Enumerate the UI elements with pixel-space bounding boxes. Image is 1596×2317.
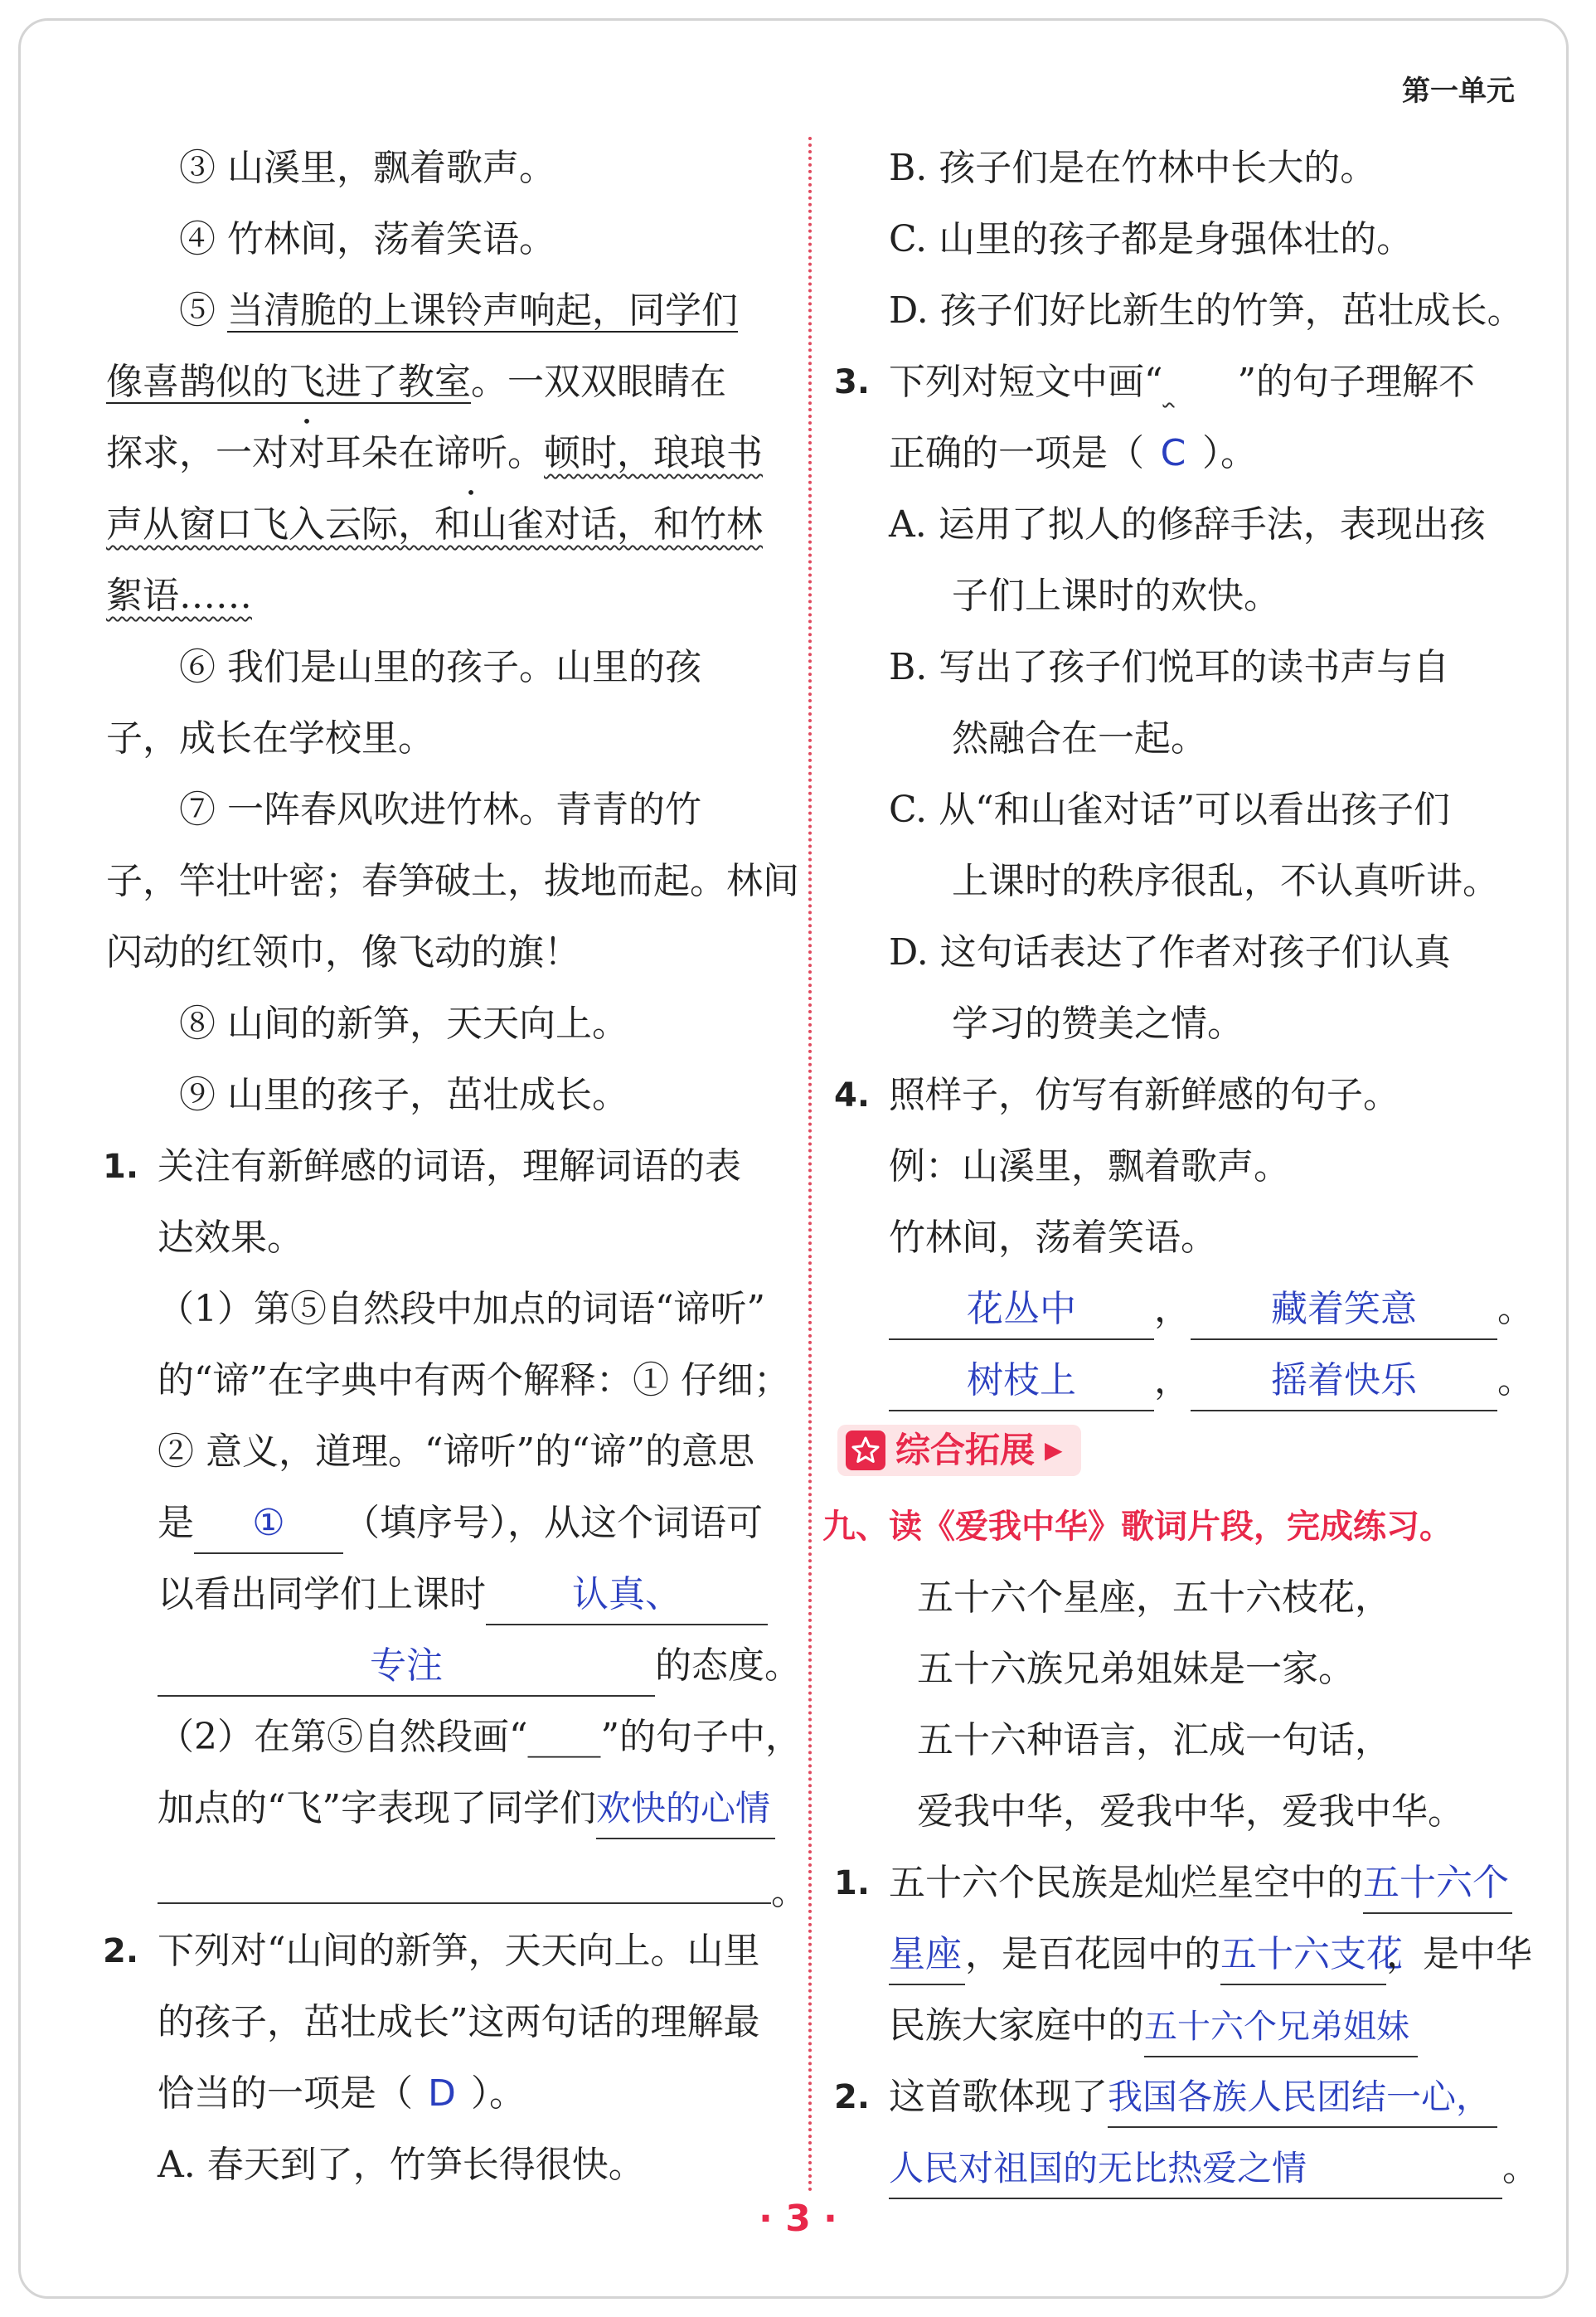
question-1-sub1-line-1: （1）第⑤自然段中加点的词语“谛听”	[158, 1288, 765, 1330]
paragraph-5-line-3: 探求，一对对耳朵在谛听。顿时，琅琅书	[106, 432, 763, 474]
underlined-sentence: 当清脆的上课铃声响起，同学们	[227, 289, 738, 332]
poem-line-1: 五十六个星座，五十六枝花，	[917, 1576, 1391, 1619]
question-2-line-3: 恰当的一项是（ D ）。	[106, 2058, 786, 2130]
answer-choice[interactable]: D	[428, 2072, 456, 2115]
star-icon	[846, 1431, 885, 1470]
answer-blank[interactable]: 我国各族人民团结一心，	[1108, 2068, 1497, 2128]
answer-blank[interactable]: 人民对祖国的无比热爱之情	[889, 2140, 1502, 2199]
answer-blank-2[interactable]: 认真、	[486, 1566, 768, 1625]
question-number: 2.	[834, 2078, 871, 2116]
option-a-line-2: 子们上课时的欢快。	[952, 575, 1280, 617]
option-b: B. 孩子们是在竹林中长大的。	[889, 147, 1377, 189]
left-column	[103, 133, 808, 2201]
question-2-line-2: 的孩子，茁壮成长”这两句话的理解最	[158, 2001, 760, 2043]
question-3-line-1: 3. 下列对短文中画“ ”的句子理解不	[837, 347, 1526, 418]
option-c-line-2: 上课时的秩序很乱，不认真听讲。	[952, 860, 1499, 902]
question-1-sub1-line-4: 是 ① （填序号），从这个词语可	[106, 1488, 786, 1559]
unit-title: 第一单元	[1402, 75, 1515, 108]
wavy-sentence: 顿时，琅琅书	[544, 432, 763, 474]
right-column	[822, 133, 1539, 2204]
dotted-word-tingting: 谛听	[434, 432, 507, 474]
answer-blank[interactable]: 五十六个	[1363, 1854, 1512, 1914]
answer-blank-3[interactable]: 专注	[158, 1637, 655, 1697]
answer-blank-1[interactable]: ①	[194, 1494, 343, 1554]
section-title: 九、读《爱我中华》歌词片段，完成练习。	[822, 1508, 1453, 1546]
imitation-line-1: 花丛中 ， 藏着笑意 。	[837, 1274, 1526, 1345]
answer-blank[interactable]: 星座	[889, 1926, 965, 1985]
example-line-2: 竹林间，荡着笑语。	[889, 1217, 1217, 1259]
option-a: A. 春天到了，竹笋长得很快。	[158, 2144, 645, 2186]
question-1-sub1-line-6: 专注 的态度。	[106, 1630, 786, 1702]
answer-blank[interactable]: 花丛中	[889, 1280, 1154, 1340]
question-number: 4.	[834, 1076, 871, 1115]
answer-blank[interactable]: 树枝上	[889, 1352, 1154, 1411]
question-2-line-1: 2. 下列对“山间的新笋，天天向上。山里	[106, 1916, 786, 1987]
option-d-line-1: D. 这句话表达了作者对孩子们认真	[889, 931, 1451, 974]
section-badge-row	[837, 1416, 1526, 1491]
option-b-line-1: B. 写出了孩子们悦耳的读书声与自	[889, 646, 1450, 688]
paragraph-4: ④ 竹林间，荡着笑语。	[179, 218, 555, 260]
option-d: D. 孩子们好比新生的竹笋，茁壮成长。	[889, 289, 1524, 332]
question-number: 1.	[834, 1864, 871, 1902]
question-number: 2.	[103, 1932, 139, 1970]
arrow-icon: ▶	[1045, 1436, 1063, 1464]
exercise-1-line-1: 1. 五十六个民族是灿烂星空中的五十六个	[837, 1848, 1526, 1919]
option-b-line-2: 然融合在一起。	[952, 717, 1207, 760]
wavy-mark	[1163, 347, 1238, 418]
question-1-sub2-line-3: 。	[106, 1844, 786, 1916]
section-badge: 综合拓展 ▶	[837, 1425, 1081, 1476]
poem-line-2: 五十六族兄弟姐妹是一家。	[917, 1648, 1355, 1690]
paragraph-3: ③ 山溪里，飘着歌声。	[179, 147, 555, 189]
exercise-2-line-1: 2. 这首歌体现了我国各族人民团结一心，	[837, 2062, 1526, 2133]
paragraph-9: ⑨ 山里的孩子，茁壮成长。	[179, 1074, 628, 1116]
question-1-sub2-line-1: （2）在第⑤自然段画“____”的句子中，	[158, 1716, 802, 1758]
paragraph-5-line-1: ⑤ 当清脆的上课铃声响起，同学们	[179, 289, 738, 332]
question-1-line-1: 1. 关注有新鲜感的词语，理解词语的表	[106, 1131, 786, 1202]
question-3-line-2: 正确的一项是（ C ）。	[837, 418, 1526, 489]
paragraph-5-line-4: 声从窗口飞入云际，和山雀对话，和竹林	[106, 503, 763, 546]
question-number: 1.	[103, 1148, 139, 1186]
option-c-line-1: C. 从“和山雀对话”可以看出孩子们	[889, 789, 1451, 831]
exercise-2-line-2: 人民对祖国的无比热爱之情 。	[837, 2133, 1526, 2204]
dotted-word-fly: 飞	[289, 361, 325, 403]
exercise-1-line-3: 民族大家庭中的五十六个兄弟姐妹	[837, 1990, 1526, 2062]
answer-blank[interactable]: 摇着快乐	[1191, 1352, 1497, 1411]
option-a-line-1: A. 运用了拟人的修辞手法，表现出孩	[889, 503, 1486, 546]
answer-blank[interactable]: 五十六支花	[1220, 1926, 1386, 1985]
answer-blank[interactable]: 五十六个兄弟姐妹	[1144, 1998, 1418, 2057]
paragraph-5-line-2: 像喜鹊似的飞进了教室。一双双眼睛在	[106, 361, 726, 403]
answer-blank-5[interactable]	[158, 1844, 771, 1904]
question-1-sub1-line-3: ② 意义，道理。“谛听”的“谛”的意思	[158, 1431, 754, 1473]
answer-blank-4[interactable]: 欢快的心情	[596, 1780, 775, 1839]
example-line-1: 例：山溪里，飘着歌声。	[889, 1145, 1290, 1188]
paragraph-6-line-1: ⑥ 我们是山里的孩子。山里的孩	[179, 646, 701, 688]
question-1-sub1-line-5: 以看出同学们上课时 认真、	[106, 1559, 786, 1630]
poem-line-4: 爱我中华，爱我中华，爱我中华。	[917, 1790, 1464, 1833]
question-1-sub2-line-2: 加点的“飞”字表现了同学们欢快的心情	[106, 1773, 786, 1844]
paragraph-7-line-1: ⑦ 一阵春风吹进竹林。青青的竹	[179, 789, 701, 831]
question-1-line-2: 达效果。	[158, 1217, 303, 1259]
paragraph-8: ⑧ 山间的新笋，天天向上。	[179, 1003, 628, 1045]
column-divider	[808, 137, 812, 2193]
paragraph-7-line-3: 闪动的红领巾，像飞动的旗！	[106, 931, 580, 974]
answer-choice[interactable]: C	[1160, 432, 1186, 474]
question-number: 3.	[834, 363, 871, 401]
question-1-sub1-line-2: 的“谛”在字典中有两个解释：① 仔细；	[158, 1359, 790, 1401]
paragraph-5-line-5: 絮语……	[106, 575, 252, 617]
exercise-1-line-2: 星座，是百花园中的五十六支花，是中华	[837, 1919, 1526, 1990]
paragraph-6-line-2: 子，成长在学校里。	[106, 717, 434, 760]
imitation-line-2: 树枝上 ， 摇着快乐 。	[837, 1345, 1526, 1416]
option-c: C. 山里的孩子都是身强体壮的。	[889, 218, 1414, 260]
paragraph-7-line-2: 子，竿壮叶密；春笋破土，拔地而起。林间	[106, 860, 799, 902]
page-number: · 3 ·	[759, 2198, 837, 2240]
poem-line-3: 五十六种语言，汇成一句话，	[917, 1719, 1391, 1761]
question-4-line-1: 4. 照样子，仿写有新鲜感的句子。	[837, 1060, 1526, 1131]
answer-blank[interactable]: 藏着笑意	[1191, 1280, 1497, 1340]
option-d-line-2: 学习的赞美之情。	[952, 1003, 1244, 1045]
